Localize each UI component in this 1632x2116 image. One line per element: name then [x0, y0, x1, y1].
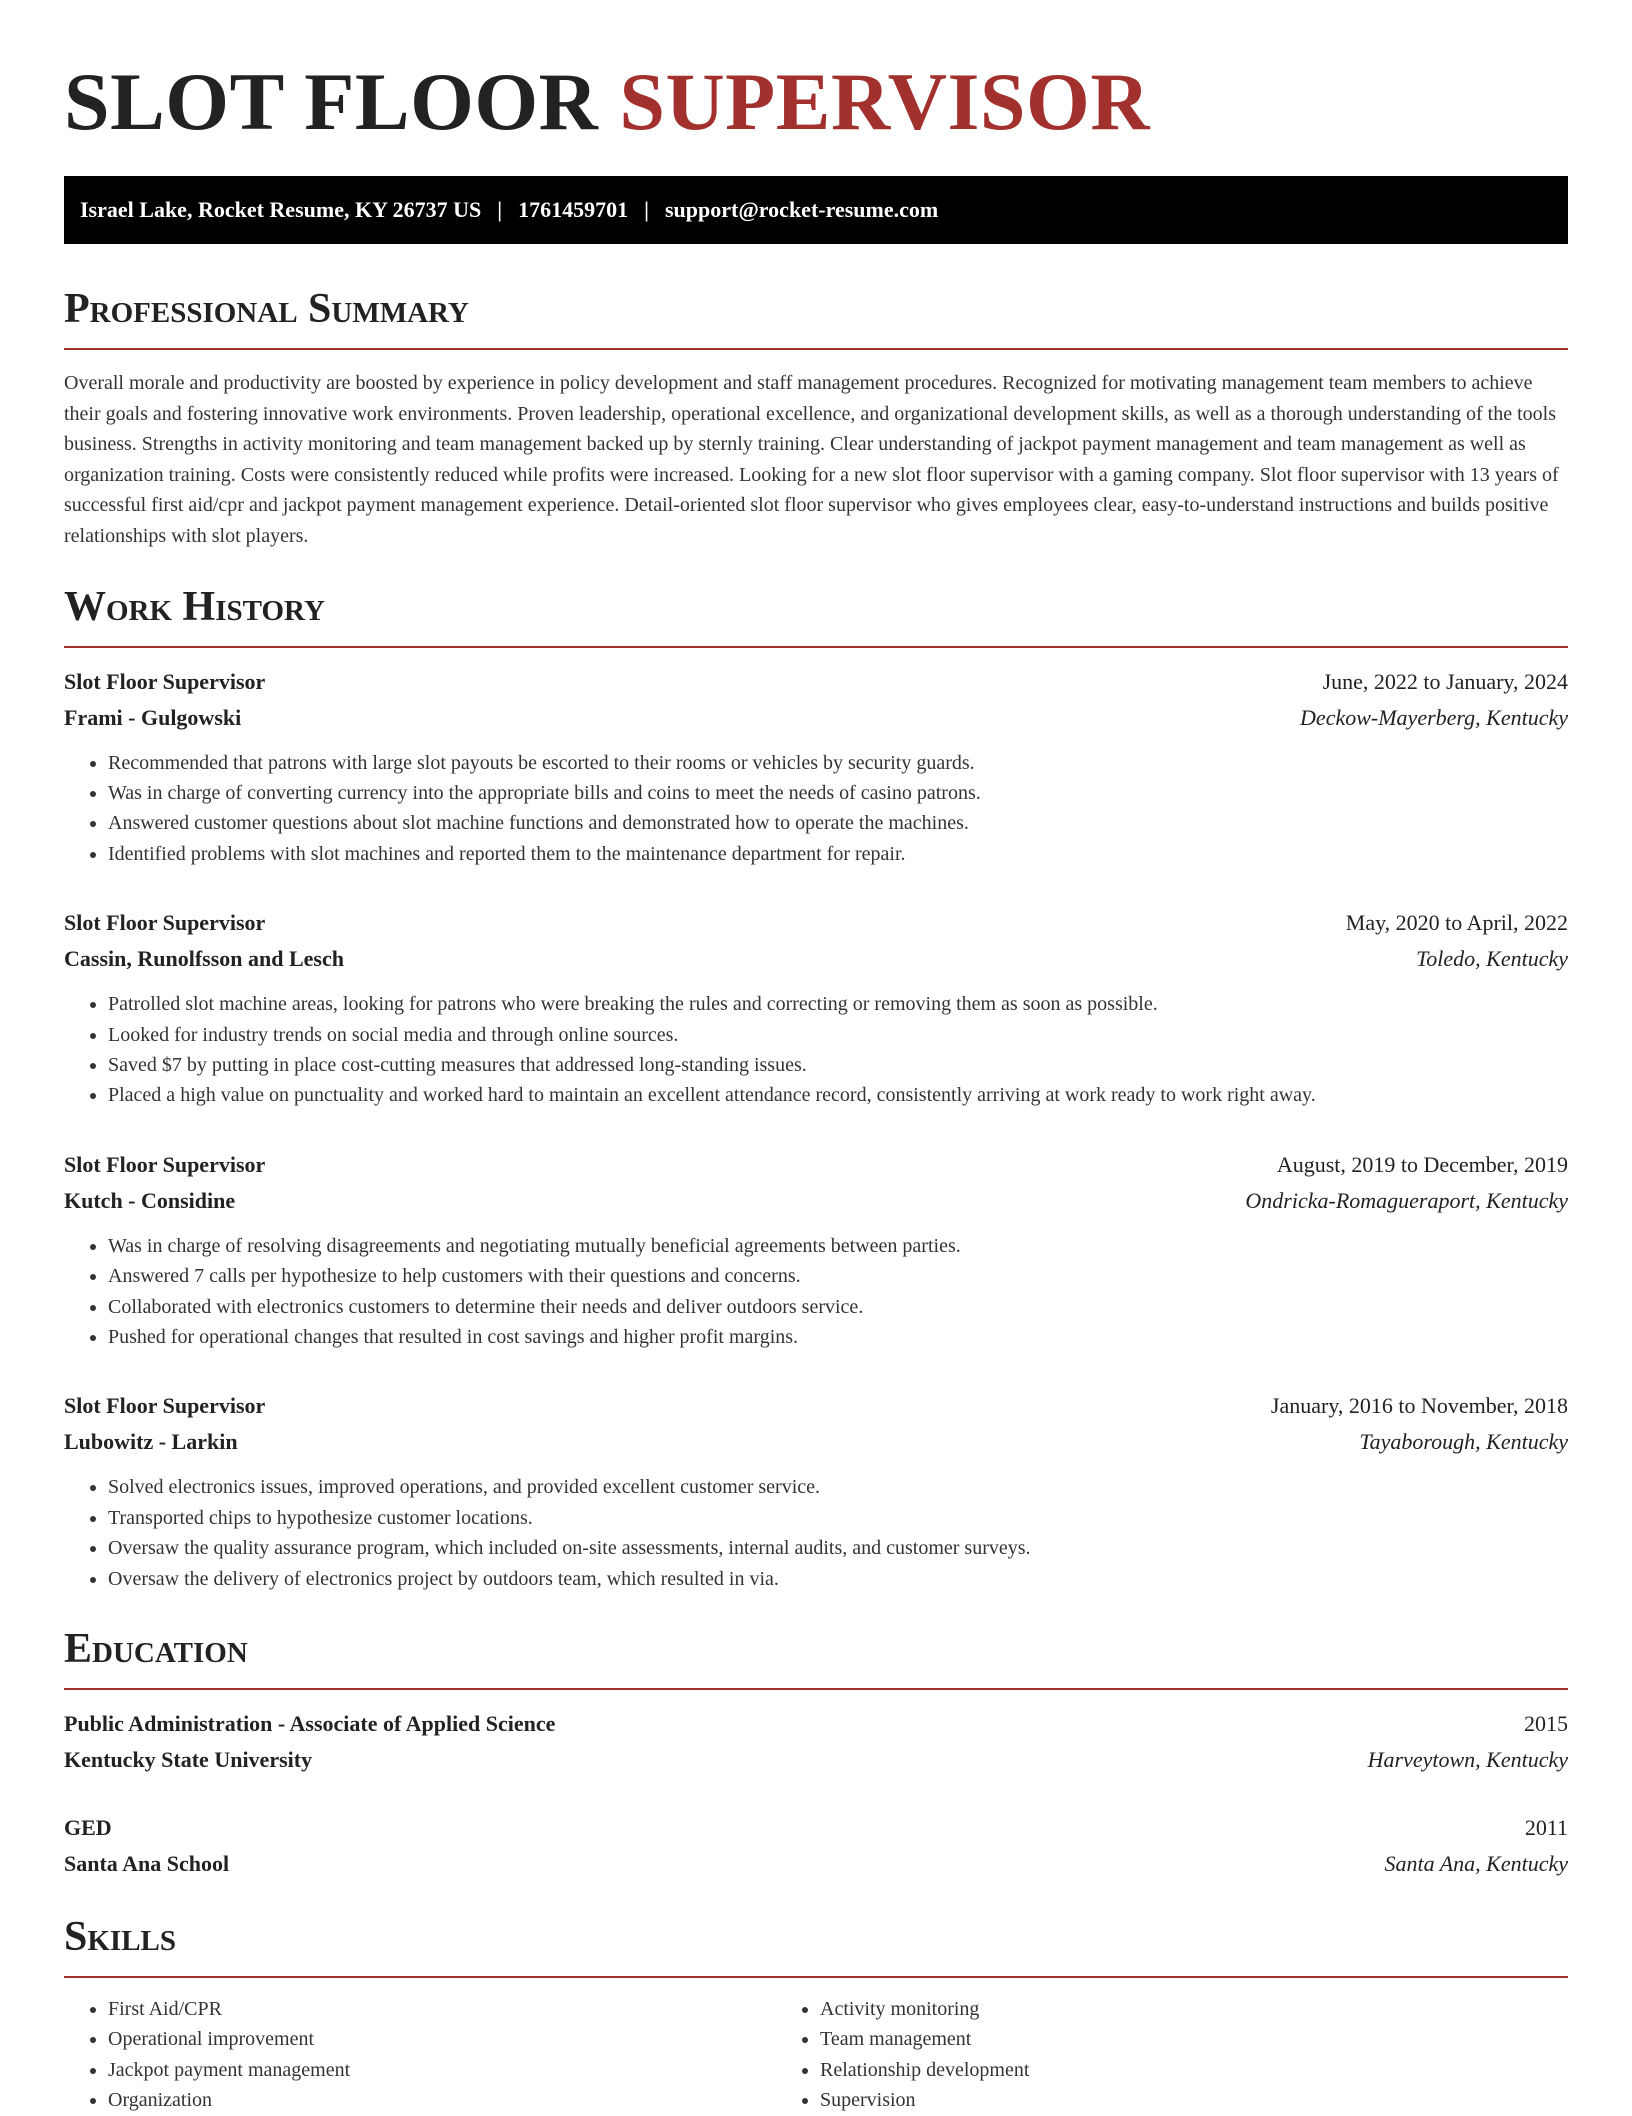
- education-degree-row: [64, 1706, 1568, 1742]
- contact-email[interactable]: support@rocket-resume.com: [664, 197, 939, 222]
- job-title: Slot Floor Supervisor: [64, 1393, 266, 1419]
- education-entry: [64, 1706, 1568, 1778]
- job-bullets: [64, 748, 1568, 870]
- job-entry: [64, 1388, 1568, 1594]
- education-degree: Public Administration - Associate of Applied Science: [64, 1711, 556, 1737]
- job-bullets: [64, 1472, 1568, 1594]
- education-degree: GED: [64, 1815, 112, 1841]
- title-main: SLOT FLOOR: [64, 56, 599, 147]
- professional-summary-section: [64, 284, 1568, 552]
- education-location: Santa Ana, Kentucky: [1384, 1851, 1568, 1877]
- education-location: Harveytown, Kentucky: [1367, 1747, 1568, 1773]
- job-entry: [64, 664, 1568, 870]
- job-location: Ondricka-Romagueraport, Kentucky: [1245, 1187, 1568, 1213]
- skill-item: • Jackpot payment management: [108, 2055, 760, 2085]
- skill-item: • Operational improvement: [108, 2024, 760, 2054]
- list-item: • Patrolled slot machine areas, looking for patrons who were breaking the rules and correcting or removing them as soon as possible.: [108, 989, 1568, 1019]
- education-year: 2011: [1524, 1815, 1568, 1841]
- job-dates: January, 2016 to November, 2018: [1270, 1393, 1568, 1419]
- job-location: Tayaborough, Kentucky: [1359, 1429, 1568, 1455]
- job-dates: June, 2022 to January, 2024: [1322, 668, 1568, 694]
- job-header-row: [64, 664, 1568, 700]
- skill-item: • First Aid/CPR: [108, 1994, 760, 2024]
- list-item: • Looked for industry trends on social media and through online sources.: [108, 1020, 1568, 1050]
- contact-bar: [64, 176, 1568, 244]
- education-school: Santa Ana School: [64, 1851, 230, 1877]
- section-divider: [64, 348, 1568, 350]
- section-divider: [64, 646, 1568, 648]
- skills-section: [64, 1912, 1568, 2116]
- job-company-row: [64, 941, 1568, 977]
- contact-phone: 1761459701: [518, 197, 629, 222]
- list-item: • Was in charge of converting currency into the appropriate bills and coins to meet the needs of casino patrons.: [108, 778, 1568, 808]
- summary-text: Overall morale and productivity are boosted by experience in policy development and staff management procedures. Recognized for motivating management team members to achieve their goals and fostering innovative work environments. Proven leadership, operational excellence, and organizational development skills, as well as a thorough understanding of the tools business. Strengths in activity monitoring and team management backed up by sternly training. Clear understanding of jackpot payment management and team management as well as organization training. Costs were consistently reduced while profits were increased. Looking for a new slot floor supervisor with a gaming company. Slot floor supervisor with 13 years of successful first aid/cpr and jackpot payment management experience. Detail-oriented slot floor supervisor who gives employees clear, easy-to-understand instructions and builds positive relationships with slot players.: [64, 372, 1559, 547]
- education-section: [64, 1624, 1568, 1882]
- skill-item: • Team management: [820, 2024, 1516, 2054]
- job-header-row: [64, 1147, 1568, 1183]
- section-heading: Education: [64, 1626, 248, 1673]
- job-company-row: [64, 1183, 1568, 1219]
- list-item: • Oversaw the delivery of electronics project by outdoors team, which resulted in via.: [108, 1564, 1568, 1594]
- list-item: • Pushed for operational changes that resulted in cost savings and higher profit margins.: [108, 1322, 1568, 1352]
- job-location: Deckow-Mayerberg, Kentucky: [1300, 704, 1568, 730]
- contact-separator: |: [644, 197, 649, 222]
- education-year: 2015: [1524, 1711, 1568, 1737]
- list-item: • Oversaw the quality assurance program, which included on-site assessments, internal audits, and customer surveys.: [108, 1533, 1568, 1563]
- contact-separator: |: [497, 197, 503, 222]
- education-school: Kentucky State University: [64, 1747, 313, 1773]
- job-header-row: [64, 1388, 1568, 1424]
- education-entry: [64, 1810, 1568, 1882]
- page-title: [64, 56, 1568, 148]
- skill-item: • Organization: [108, 2085, 760, 2115]
- education-school-row: [64, 1742, 1568, 1778]
- list-item: • Transported chips to hypothesize customer locations.: [108, 1503, 1568, 1533]
- section-heading: Professional Summary: [64, 286, 469, 332]
- list-item: • Answered 7 calls per hypothesize to help customers with their questions and concerns.: [108, 1261, 1568, 1291]
- list-item: • Recommended that patrons with large slot payouts be escorted to their rooms or vehicles by security guards.: [108, 748, 1568, 778]
- list-item: • Was in charge of resolving disagreements and negotiating mutually beneficial agreements between parties.: [108, 1231, 1568, 1261]
- job-title: Slot Floor Supervisor: [64, 1151, 266, 1177]
- job-company: Kutch - Considine: [64, 1187, 236, 1213]
- job-header-row: [64, 905, 1568, 941]
- skill-item: • Relationship development: [820, 2055, 1516, 2085]
- list-item: • Placed a high value on punctuality and worked hard to maintain an excellent attendance record, consistently arriving at work ready to work right away.: [108, 1080, 1568, 1110]
- job-dates: August, 2019 to December, 2019: [1276, 1151, 1568, 1177]
- work-history-section: [64, 582, 1568, 1595]
- job-company-row: [64, 700, 1568, 736]
- section-divider: [64, 1976, 1568, 1978]
- job-title: Slot Floor Supervisor: [64, 910, 266, 936]
- job-location: Toledo, Kentucky: [1416, 946, 1568, 972]
- job-entry: [64, 1147, 1568, 1353]
- skills-list-left: [64, 1994, 760, 2116]
- section-heading: Work History: [64, 583, 325, 630]
- job-entry: [64, 905, 1568, 1111]
- list-item: • Answered customer questions about slot machine functions and demonstrated how to operate the machines.: [108, 808, 1568, 838]
- resume-page: [64, 56, 1568, 2116]
- list-item: • Saved $7 by putting in place cost-cutting measures that addressed long-standing issues.: [108, 1050, 1568, 1080]
- list-item: • Identified problems with slot machines and reported them to the maintenance department for repair.: [108, 839, 1568, 869]
- job-bullets: [64, 989, 1568, 1111]
- list-item: • Collaborated with electronics customers to determine their needs and deliver outdoors service.: [108, 1292, 1568, 1322]
- skills-grid: [64, 1994, 1568, 2116]
- section-heading: Skills: [64, 1914, 177, 1961]
- education-school-row: [64, 1846, 1568, 1882]
- job-title: Slot Floor Supervisor: [64, 668, 266, 694]
- list-item: • Solved electronics issues, improved operations, and provided excellent customer service.: [108, 1472, 1568, 1502]
- title-accent: SUPERVISOR: [619, 56, 1151, 147]
- section-divider: [64, 1688, 1568, 1690]
- skills-list-right: [776, 1994, 1516, 2116]
- job-company: Lubowitz - Larkin: [64, 1429, 238, 1455]
- education-degree-row: [64, 1810, 1568, 1846]
- job-company-row: [64, 1424, 1568, 1460]
- job-company: Frami - Gulgowski: [64, 704, 242, 730]
- job-dates: May, 2020 to April, 2022: [1345, 910, 1568, 936]
- skill-item: • Activity monitoring: [820, 1994, 1516, 2024]
- job-company: Cassin, Runolfsson and Lesch: [64, 946, 344, 972]
- job-bullets: [64, 1231, 1568, 1353]
- contact-address: Israel Lake, Rocket Resume, KY 26737 US: [80, 197, 482, 222]
- skill-item: • Supervision: [820, 2085, 1516, 2115]
